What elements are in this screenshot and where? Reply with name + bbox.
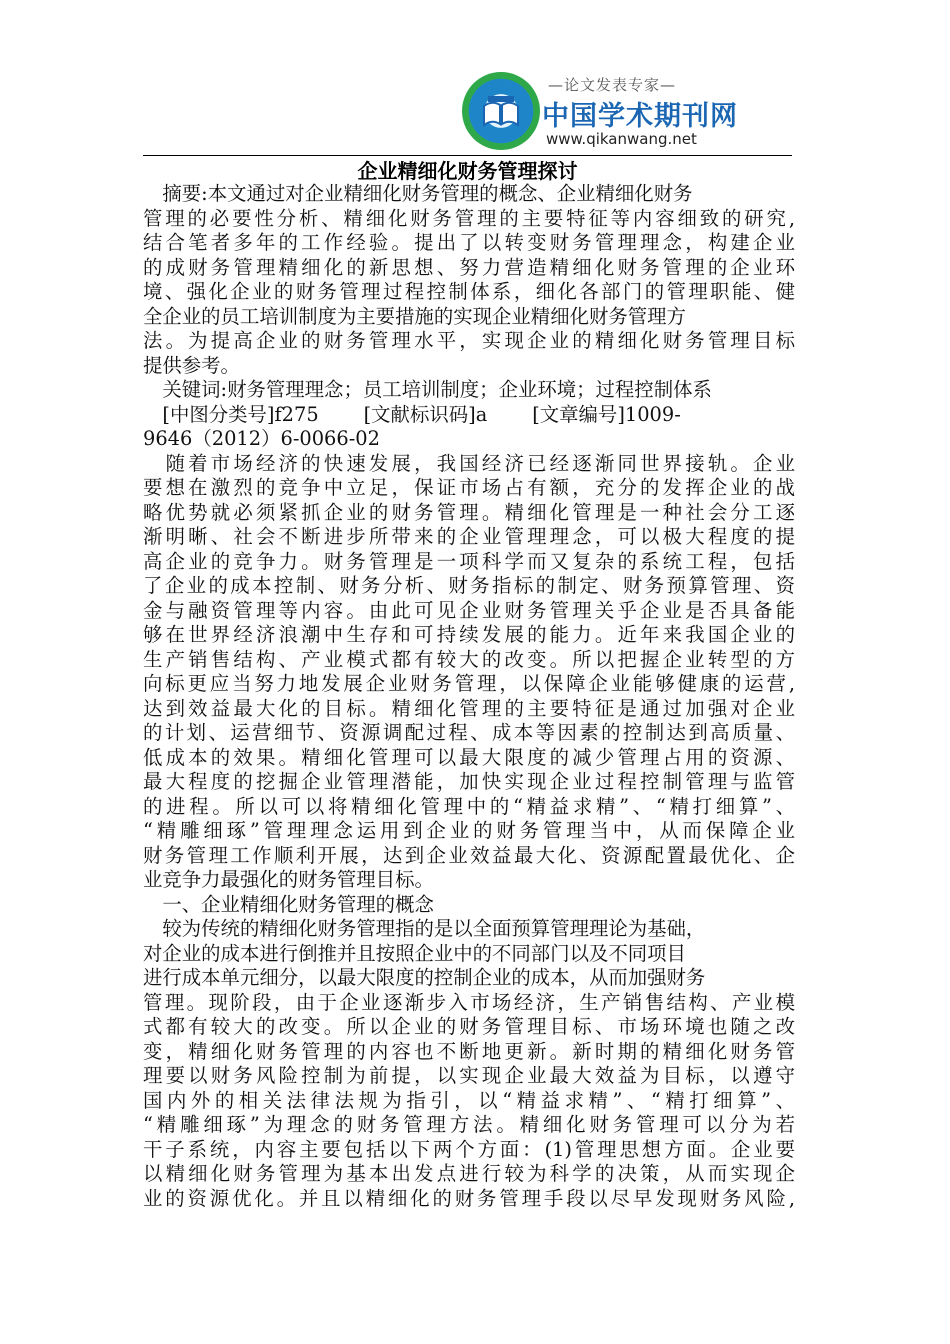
text-line: 式都有较大的改变。所以企业的财务管理目标、市场环境也随之改 [143, 1015, 795, 1038]
text-line: 了企业的成本控制、财务分析、财务指标的制定、财务预算管理、资 [143, 574, 795, 597]
text-line: 的成财务管理精细化的新思想、努力营造精细化财务管理的企业环 [143, 255, 795, 279]
globe-book-icon [462, 72, 540, 150]
text-line: “精雕细琢”为理念的财务管理方法。精细化财务管理可以分为若 [143, 1113, 795, 1136]
text-line: 最大程度的挖掘企业管理潜能，加快实现企业过程控制管理与监管 [143, 770, 795, 793]
text-line: 变，精细化财务管理的内容也不断地更新。新时期的精细化财务管 [143, 1039, 795, 1063]
text-line: 达到效益最大化的目标。精细化管理的主要特征是通过加强对企业 [143, 696, 795, 720]
text-line: 全企业的员工培训制度为主要措施的实现企业精细化财务管理方 [143, 304, 686, 328]
text-line: 摘要:本文通过对企业精细化财务管理的概念、企业精细化财务 [143, 182, 693, 205]
text-line: 提供参考。 [143, 353, 240, 377]
logo-brand-name: 中国学术期刊网 [542, 101, 738, 132]
article-body [143, 182, 795, 1211]
text-line: 够在世界经济浪潮中生存和可持续发展的能力。近年来我国企业的 [143, 623, 795, 646]
text-line: 理要以财务风险控制为前提，以实现企业最大效益为目标，以遵守 [143, 1064, 795, 1087]
text-line: 略优势就必须紧抓企业的财务管理。精细化管理是一种社会分工逐 [143, 500, 795, 524]
text-line: 向标更应当努力地发展企业财务管理，以保障企业能够健康的运营, [143, 672, 795, 695]
article-title: 企业精细化财务管理探讨 [357, 159, 578, 183]
text-line: 国内外的相关法律法规为指引，以“精益求精”、“精打细算”、 [143, 1088, 795, 1112]
text-line: 对企业的成本进行倒推并且按照企业中的不同部门以及不同项目 [143, 941, 686, 965]
text-line: 的进程。所以可以将精细化管理中的“精益求精”、“精打细算”、 [143, 794, 795, 818]
text-line: 要想在激烈的竞争中立足，保证市场占有额，充分的发挥企业的战 [143, 476, 795, 499]
text-line: 高企业的竞争力。财务管理是一项科学而又复杂的系统工程，包括 [143, 549, 795, 573]
text-line: 9646（2012）6-0066-02 [143, 427, 380, 450]
text-line: 关键词:财务管理理念；员工培训制度；企业环境；过程控制体系 [143, 378, 712, 401]
text-line: 金与融资管理等内容。由此可见企业财务管理关乎企业是否具备能 [143, 598, 795, 622]
text-line: 境、强化企业的财务管理过程控制体系，细化各部门的管理职能、健 [143, 280, 795, 303]
journal-logo-header [462, 72, 738, 156]
text-line: 管理的必要性分析、精细化财务管理的主要特征等内容细致的研究, [143, 206, 795, 230]
header-divider [143, 155, 792, 156]
text-line: [中图分类号]f275 [文献标识码]a [文章编号]1009- [143, 402, 681, 426]
text-line: 业竞争力最强化的财务管理目标。 [143, 868, 434, 891]
text-line: “精雕细琢”管理理念运用到企业的财务管理当中，从而保障企业 [143, 819, 795, 842]
text-line: 随着市场经济的快速发展，我国经济已经逐渐同世界接轨。企业 [143, 451, 795, 475]
text-line: 生产销售结构、产业模式都有较大的改变。所以把握企业转型的方 [143, 647, 795, 671]
text-line: 进行成本单元细分，以最大限度的控制企业的成本，从而加强财务 [143, 966, 706, 989]
text-line: 一、企业精细化财务管理的概念 [143, 892, 434, 916]
text-line: 渐明晰、社会不断进步所带来的企业管理理念，可以极大程度的提 [143, 525, 795, 548]
text-line: 的计划、运营细节、资源调配过程、成本等因素的控制达到高质量、 [143, 721, 795, 744]
text-line: 法。为提高企业的财务管理水平，实现企业的精细化财务管理目标 [143, 329, 795, 352]
text-line: 结合笔者多年的工作经验。提出了以转变财务管理理念，构建企业 [143, 231, 795, 254]
text-line: 低成本的效果。精细化管理可以最大限度的减少管理占用的资源、 [143, 745, 795, 769]
logo-site-url: www.qikanwang.net [546, 130, 697, 148]
text-line: 管理。现阶段，由于企业逐渐步入市场经济，生产销售结构、产业模 [143, 990, 795, 1014]
text-line: 干子系统，内容主要包括以下两个方面：(1)管理思想方面。企业要 [143, 1137, 795, 1161]
text-line: 财务管理工作顺利开展，达到企业效益最大化、资源配置最优化、企 [143, 843, 795, 867]
text-line: 较为传统的精细化财务管理指的是以全面预算管理理论为基础， [143, 917, 706, 940]
text-line: 以精细化财务管理为基本出发点进行较为科学的决策，从而实现企 [143, 1162, 795, 1185]
text-line: 业的资源优化。并且以精细化的财务管理手段以尽早发现财务风险, [143, 1186, 795, 1210]
logo-tagline: —论文发表专家— [548, 76, 677, 94]
